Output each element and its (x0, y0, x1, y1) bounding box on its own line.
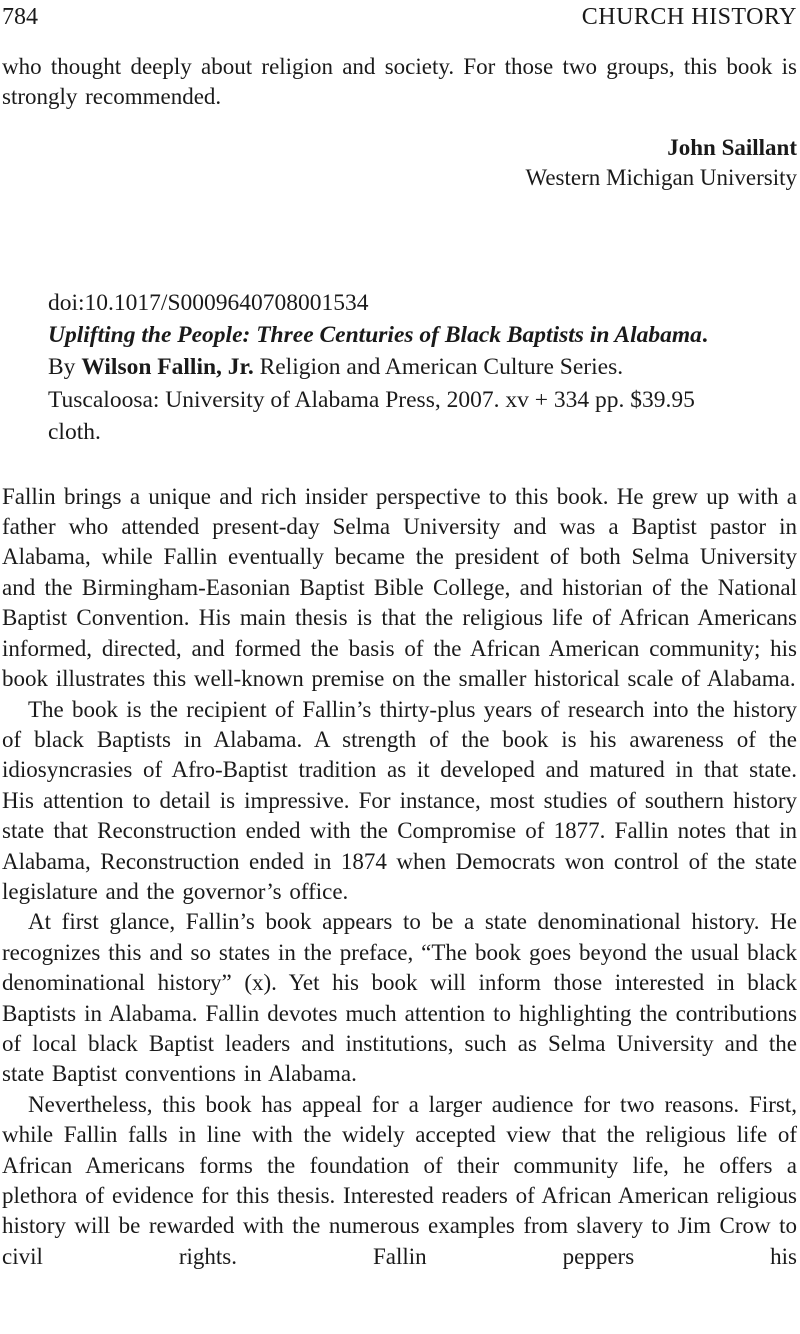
reviewer-signature (2, 133, 797, 194)
review-body (2, 482, 797, 1273)
book-title: Uplifting the People: Three Centuries of Black Baptists in Alabama (48, 322, 702, 349)
reviewer-name: John Saillant (667, 134, 797, 160)
book-series: Religion and American Culture Series. (253, 354, 624, 381)
review-paragraph-3: At first glance, Fallin’s book appears to be a state denominational history. He recognizes this and so states in the preface, “The book goes beyond the usual black denominational history” (x). Yet his book will inform those interested in black Baptists in Alabama. Fallin devotes much attention to highlighting the contributions of local black Baptist leaders and institutions, such as Selma University and the state Baptist conventions in Alabama. (2, 909, 797, 1087)
book-title-line (48, 319, 797, 351)
reviewer-affiliation: Western Michigan University (525, 165, 797, 191)
review-paragraph-4: Nevertheless, this book has appeal for a larger audience for two reasons. First, while Fallin falls in line with the widely accepted view that the religious life of African Americans forms the foundation of their community life, he offers a plethora of evidence for this thesis. Interested readers of African American religious history will be rewarded with the numerous examples from slavery to Jim Crow to civil rights. Fallin peppers his (2, 1091, 797, 1269)
doi-line: doi:10.1017/S0009640708001534 (48, 289, 369, 316)
journal-title: CHURCH HISTORY (581, 4, 797, 30)
book-citation (48, 287, 797, 449)
previous-review-closing-text: who thought deeply about religion and society. For those two groups, this book is strongly recommended. (2, 54, 797, 110)
book-title-period: . (701, 322, 708, 349)
citation-by-prefix: By (48, 354, 82, 381)
page-number: 784 (2, 4, 38, 30)
citation-cloth-line: cloth. (48, 419, 101, 446)
running-head (2, 4, 797, 30)
review-paragraph-1: Fallin brings a unique and rich insider perspective to this book. He grew up with a father who attended present-day Selma University and was a Baptist pastor in Alabama, while Fallin eventually became the president of both Selma University and the Birmingham-Easonian Baptist Bible College, and historian of the National Baptist Convention. His main thesis is that the religious life of African Americans informed, directed, and formed the basis of the African American community; his book illustrates this well-known premise on the smaller historical scale of Alabama. (2, 483, 797, 692)
citation-by-line (48, 351, 797, 383)
review-paragraph-2: The book is the recipient of Fallin’s thirty-plus years of research into the history of black Baptists in Alabama. A strength of the book is his awareness of the idiosyncrasies of Afro-Baptist tradition as it developed and matured in that state. His attention to detail is impressive. For instance, most studies of southern history state that Reconstruction ended with the Compromise of 1877. Fallin notes that in Alabama, Reconstruction ended in 1874 when Democrats won control of the state legislature and the governor’s office. (2, 696, 797, 904)
book-author: Wilson Fallin, Jr. (81, 354, 254, 381)
citation-publication-line: Tuscaloosa: University of Alabama Press, 2007. xv + 334 pp. $39.95 (48, 386, 695, 413)
